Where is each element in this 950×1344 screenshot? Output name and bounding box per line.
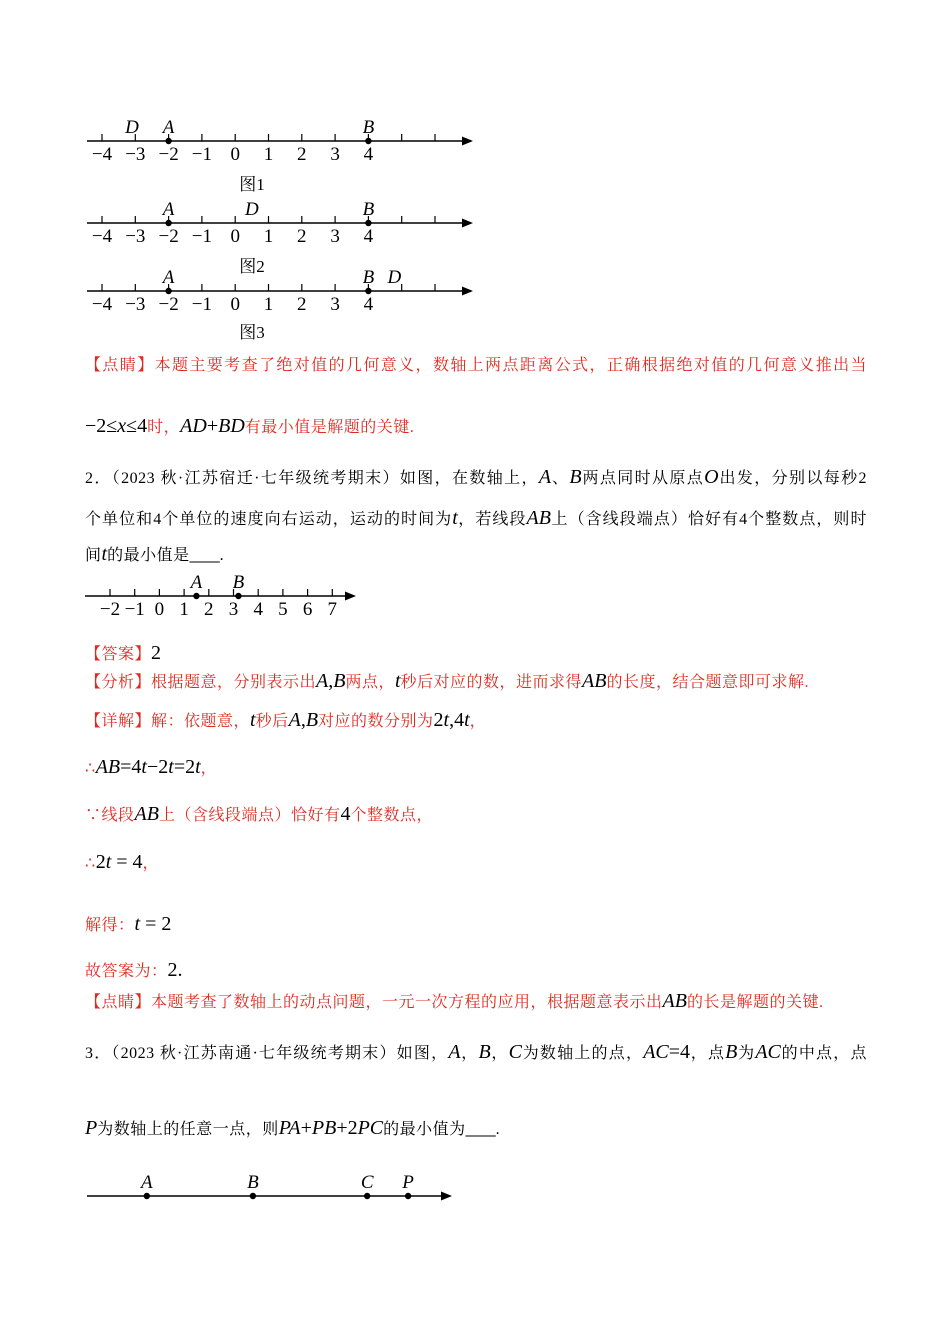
axis-arrowhead-icon (345, 592, 356, 601)
deduction-line-1 (85, 755, 217, 781)
math-roman: ,4 (449, 709, 465, 731)
axis-arrowhead-icon (462, 137, 473, 146)
math-roman: = 4 (111, 851, 143, 873)
tick-label: −2 (158, 144, 179, 165)
tick-label: 0 (230, 294, 240, 315)
math-italic: t (250, 709, 256, 731)
text-black: . (495, 1121, 501, 1138)
point-dot (144, 1193, 150, 1199)
math-roman: ≤4 (126, 415, 148, 437)
text-black: 、 (551, 470, 570, 487)
math-roman: =2 (173, 756, 196, 778)
point-dot (405, 1193, 411, 1199)
numberline-figure-1-svg (85, 115, 485, 165)
tick-label: 2 (204, 599, 214, 620)
figure-caption: 图2 (239, 257, 265, 276)
point-label: D (125, 117, 139, 138)
math-roman: =4 (120, 756, 142, 778)
point-label: C (360, 1172, 374, 1193)
tick-label: −2 (158, 294, 179, 315)
math-italic: t (141, 756, 147, 778)
tick-label: 0 (154, 599, 165, 620)
math-italic: A (288, 709, 301, 731)
math-italic: A (448, 1041, 461, 1063)
text-black: 两点同时从原点 (581, 470, 705, 487)
text-black: ，若线段 (457, 511, 527, 528)
math-italic: O (704, 466, 719, 488)
point-label: B (362, 117, 375, 138)
text-red: 【答案】 (85, 646, 152, 663)
math-italic: A (538, 466, 552, 488)
point-label: A (162, 267, 175, 288)
math-italic: t (101, 543, 108, 565)
tip-note-1-line-1 (85, 354, 867, 378)
text-black: 的中点，点 (780, 1045, 867, 1062)
tick-label: −2 (158, 226, 179, 247)
numberline-figure-1 (85, 115, 485, 165)
math-roman: −2≤ (85, 415, 118, 437)
math-roman: 2 (433, 709, 444, 731)
text-red: 【详解】解：依题意， (85, 713, 251, 730)
text-red: 【分析】根据题意，分别表示出 (85, 674, 317, 691)
text-red: 时， (147, 419, 181, 436)
text-red: 有最小值是解题的关键. (244, 419, 415, 436)
problem-3-statement-line-1 (85, 1040, 867, 1066)
point-label: D (244, 199, 259, 220)
text-red: 【点睛】本题主要考查了绝对值的几何意义，数轴上两点距离公式，正确根据绝对值的几何意义推出当 (85, 357, 867, 374)
point-dot (235, 593, 241, 599)
point-label: P (402, 1172, 414, 1193)
tick-label: 3 (330, 144, 340, 165)
point-dot (165, 138, 171, 144)
tick-label: −1 (191, 294, 213, 315)
text-red: ∴ (85, 760, 96, 777)
math-roman: 2 (151, 642, 162, 664)
point-dot (364, 1193, 370, 1199)
numberline-problem-3-svg (85, 1168, 465, 1212)
math-roman: 2 (95, 851, 106, 873)
math-italic: P (85, 1117, 98, 1139)
tick-label: −2 (99, 599, 121, 620)
tick-label: 7 (327, 599, 338, 620)
math-italic: AC (643, 1041, 669, 1063)
answer-line (85, 641, 161, 667)
math-roman: =4 (668, 1041, 691, 1063)
deduction-line-3 (85, 850, 159, 876)
point-dot (165, 288, 171, 294)
tick-label: 3 (330, 294, 340, 315)
problem-2-statement-line-2 (85, 506, 867, 532)
point-dot (365, 220, 371, 226)
point-label: A (162, 199, 175, 220)
math-roman: ___ (189, 543, 220, 565)
text-black: 的最小值是 (107, 547, 190, 564)
point-label: B (362, 267, 375, 288)
math-italic: AC (755, 1041, 781, 1063)
point-label: D (387, 267, 402, 288)
math-italic: A (316, 670, 329, 692)
tick-label: −3 (125, 294, 146, 315)
math-italic: B (305, 709, 319, 731)
numberline-problem-3 (85, 1168, 465, 1212)
figure-caption: 图3 (239, 323, 265, 342)
text-red: 秒后对应的数，进而求得 (400, 674, 583, 691)
tick-label: 0 (230, 144, 240, 165)
math-roman: 4 (340, 803, 351, 825)
math-italic: t (105, 851, 112, 873)
math-italic: BD (218, 415, 245, 437)
text-black: 3．（2023 秋·江苏南通·七年级统考期末）如图， (85, 1045, 449, 1062)
math-italic: AD (180, 415, 207, 437)
math-italic: B (333, 670, 346, 692)
math-italic: AB (526, 507, 551, 529)
tick-label: 4 (363, 144, 374, 165)
math-italic: AB (134, 803, 159, 825)
math-italic: t (168, 756, 174, 778)
point-label: A (141, 1172, 153, 1193)
math-roman: +2 (336, 1117, 358, 1139)
math-roman: ___ (465, 1117, 496, 1139)
tick-label: −1 (124, 599, 145, 620)
axis-arrowhead-icon (441, 1192, 452, 1201)
math-italic: B (478, 1041, 491, 1063)
math-italic: t (452, 507, 458, 529)
solve-result-line (85, 912, 171, 938)
text-black: ， (490, 1045, 509, 1062)
text-black: 为 (737, 1045, 756, 1062)
tick-label: 4 (253, 599, 263, 620)
tick-label: 4 (363, 294, 374, 315)
math-italic: t (394, 670, 401, 692)
text-black: 出发，分别以每秒2 (718, 470, 867, 487)
problem-2-statement-line-3 (85, 542, 224, 568)
solution-line (85, 708, 486, 734)
tick-label: 3 (228, 599, 239, 620)
tick-label: 2 (297, 226, 307, 247)
axis-arrowhead-icon (462, 287, 473, 296)
point-dot (365, 138, 371, 144)
text-red: ∵线段 (85, 807, 135, 824)
math-roman: + (206, 415, 219, 437)
math-italic: B (725, 1041, 738, 1063)
math-italic: t (443, 709, 450, 731)
text-red: ， (469, 713, 487, 730)
axis-arrowhead-icon (462, 219, 473, 228)
tick-label: 3 (330, 226, 340, 247)
point-dot (165, 220, 171, 226)
math-italic: C (508, 1041, 522, 1063)
text-red: 对应的数分别为 (318, 713, 434, 730)
math-roman: −2 (146, 756, 169, 778)
math-roman: , (328, 670, 334, 692)
tip-note-1-line-2 (85, 414, 414, 440)
math-italic: t (195, 756, 201, 778)
tick-label: 1 (263, 226, 274, 247)
tick-label: 1 (263, 144, 274, 165)
point-label: B (362, 199, 375, 220)
point-dot (250, 1193, 256, 1199)
point-label: A (190, 572, 203, 593)
analysis-line (85, 669, 809, 695)
text-red: 上（含线段端点）恰好有 (158, 807, 341, 824)
math-roman: = 2 (140, 913, 172, 935)
point-label: A (162, 117, 175, 138)
text-black: 上（含线段端点）恰好有4个整数点，则时 (550, 511, 867, 528)
figure-caption: 图1 (239, 175, 265, 194)
math-roman: + (300, 1117, 312, 1139)
tick-label: 6 (302, 599, 313, 620)
tick-label: 4 (363, 226, 374, 247)
numberline-figure-2-svg (85, 197, 485, 247)
point-dot (193, 593, 199, 599)
math-italic: AB (662, 990, 687, 1012)
text-black: . (219, 547, 225, 564)
math-italic: AB (95, 756, 121, 778)
text-black: 2．（2023 秋·江苏宿迁·七年级统考期末）如图，在数轴上， (85, 470, 539, 487)
numberline-figure-3 (85, 265, 485, 315)
final-answer-line (85, 958, 183, 984)
tick-label: −4 (91, 294, 113, 315)
tick-label: 0 (230, 226, 240, 247)
text-red: ， (200, 760, 218, 777)
tip-note-2-line (85, 989, 823, 1015)
tick-label: 2 (297, 294, 307, 315)
tick-label: −3 (125, 226, 146, 247)
tick-label: −1 (191, 226, 213, 247)
text-red: 的长是解题的关键. (686, 994, 824, 1011)
text-black: ， (460, 1045, 479, 1062)
math-italic: PC (357, 1117, 384, 1139)
text-red: 的长度，结合题意即可求解. (606, 674, 809, 691)
tick-label: 1 (263, 294, 274, 315)
text-red: ， (142, 855, 160, 872)
tick-label: −4 (91, 226, 113, 247)
text-black: 个单位和4个单位的速度向右运动，运动的时间为 (85, 511, 453, 528)
math-italic: AB (582, 670, 607, 692)
text-black: 为数轴上的点， (521, 1045, 644, 1062)
text-red: 解得： (85, 917, 135, 934)
math-italic: t (464, 709, 470, 731)
text-red: 【点睛】本题考查了数轴上的动点问题，一元一次方程的应用，根据题意表示出 (85, 994, 663, 1011)
numberline-problem-2 (85, 572, 375, 622)
math-roman: 2. (167, 959, 183, 981)
math-italic: B (569, 466, 582, 488)
tick-label: 1 (179, 599, 189, 620)
tick-label: 2 (297, 144, 307, 165)
text-red: 秒后 (255, 713, 289, 730)
tick-label: −4 (91, 144, 113, 165)
deduction-line-2 (85, 802, 433, 828)
point-label: B (247, 1172, 259, 1193)
point-dot (365, 288, 371, 294)
problem-2-statement-line-1 (85, 465, 867, 491)
tick-label: 5 (278, 599, 288, 620)
math-italic: PB (311, 1117, 337, 1139)
math-italic: t (134, 913, 141, 935)
problem-3-statement-line-2 (85, 1116, 500, 1142)
text-red: 个整数点， (350, 807, 433, 824)
text-black: 的最小值为 (383, 1121, 466, 1138)
text-red: 两点， (345, 674, 395, 691)
numberline-figure-3-svg (85, 265, 485, 315)
text-red: ∴ (85, 855, 96, 872)
text-black: ，点 (690, 1045, 726, 1062)
text-black: 间 (85, 547, 102, 564)
text-red: 故答案为： (85, 963, 168, 980)
text-black: 为数轴上的任意一点，则 (97, 1121, 279, 1138)
math-italic: PA (278, 1117, 301, 1139)
tick-label: −1 (191, 144, 213, 165)
math-italic: x (117, 415, 127, 437)
numberline-problem-2-svg (85, 572, 375, 622)
tick-label: −3 (125, 144, 146, 165)
math-roman: , (300, 709, 306, 731)
numberline-figure-2 (85, 197, 485, 247)
point-label: B (232, 572, 245, 593)
